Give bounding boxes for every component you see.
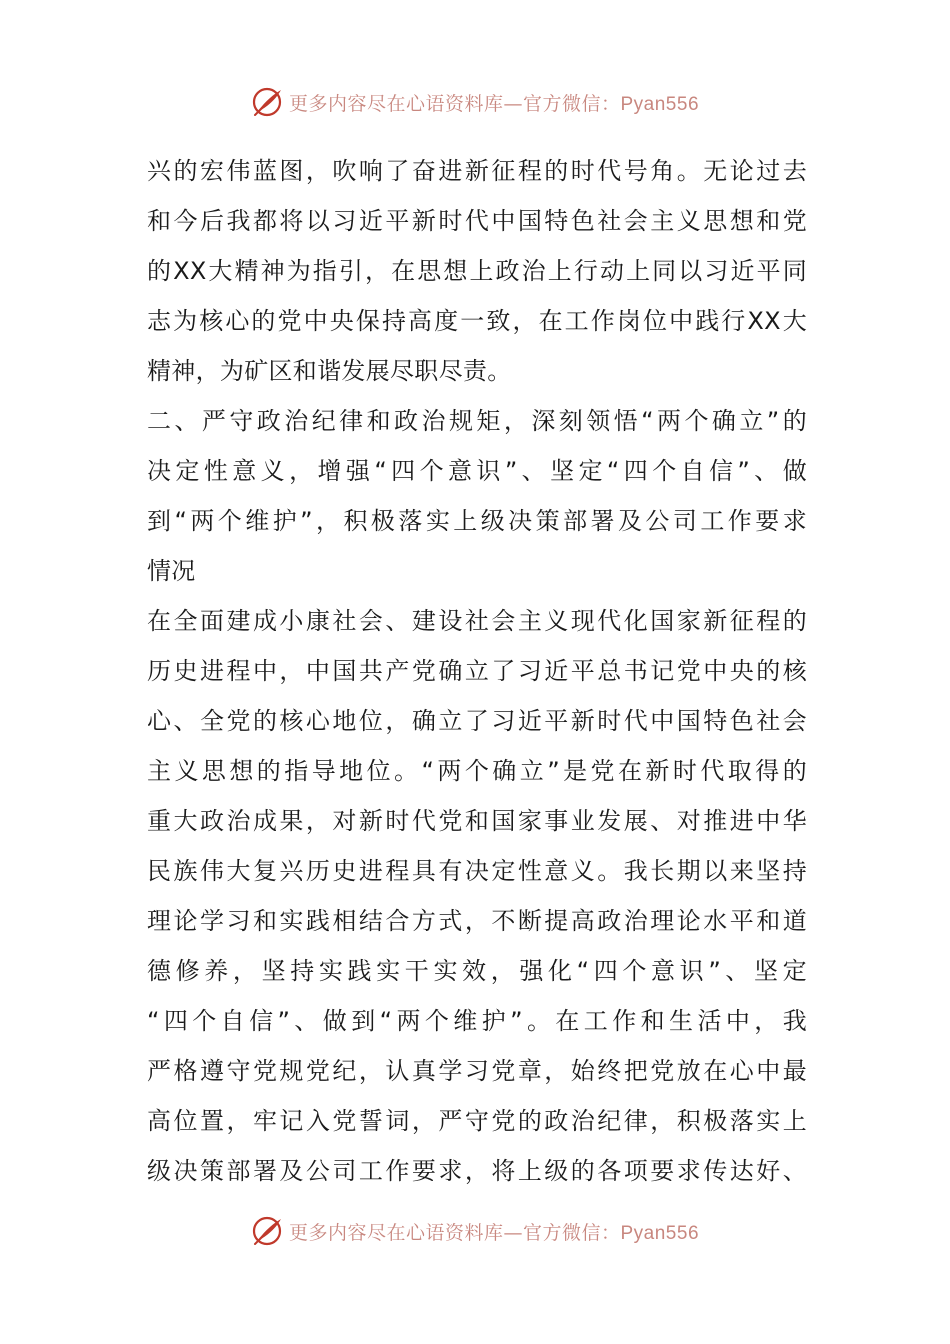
section-heading-line: 到“两个维护”，积极落实上级决策部署及公司工作要求	[147, 507, 807, 535]
section-heading-line: 决定性意义，增强“四个意识”、坚定“四个自信”、做	[147, 457, 807, 485]
document-body	[147, 146, 807, 1196]
text-line: 德修养，坚持实践实干实效，强化“四个意识”、坚定	[147, 957, 807, 985]
quill-pen-logo-icon	[251, 1214, 285, 1248]
text-line: 兴的宏伟蓝图，吹响了奋进新征程的时代号角。无论过去	[147, 157, 807, 185]
text-line: 志为核心的党中央保持高度一致，在工作岗位中践行XX大	[147, 307, 807, 335]
quill-pen-logo-icon	[251, 85, 285, 119]
header-banner	[0, 82, 950, 122]
header-wechat-id: Pyan556	[620, 93, 700, 115]
text-line: 在全面建成小康社会、建设社会主义现代化国家新征程的	[147, 607, 807, 635]
text-line: 心、全党的核心地位，确立了习近平新时代中国特色社会	[147, 707, 807, 735]
text-line: 精神，为矿区和谐发展尽职尽责。	[147, 357, 512, 385]
header-banner-text: 更多内容尽在心语资料库—官方微信：Pyan556	[288, 92, 700, 115]
text-line: 主义思想的指导地位。“两个确立”是党在新时代取得的	[147, 757, 807, 785]
section-heading-line: 二、严守政治纪律和政治规矩，深刻领悟“两个确立”的	[147, 407, 807, 435]
text-line: 高位置，牢记入党誓词，严守党的政治纪律，积极落实上	[147, 1107, 807, 1135]
footer-wechat-id: Pyan556	[620, 1222, 700, 1244]
text-line: 重大政治成果，对新时代党和国家事业发展、对推进中华	[147, 807, 807, 835]
footer-banner	[0, 1211, 950, 1251]
text-line: 严格遵守党规党纪，认真学习党章，始终把党放在心中最	[147, 1057, 807, 1085]
text-line: 民族伟大复兴历史进程具有决定性意义。我长期以来坚持	[147, 857, 807, 885]
text-line: 历史进程中，中国共产党确立了习近平总书记党中央的核	[147, 657, 807, 685]
text-line: 级决策部署及公司工作要求，将上级的各项要求传达好、	[147, 1157, 807, 1185]
section-heading-line: 情况	[147, 557, 196, 585]
text-line: 理论学习和实践相结合方式，不断提高政治理论水平和道	[147, 907, 807, 935]
text-line: “四个自信”、做到“两个维护”。在工作和生活中，我	[147, 1007, 807, 1035]
text-line: 的XX大精神为指引，在思想上政治上行动上同以习近平同	[147, 257, 807, 285]
footer-banner-text: 更多内容尽在心语资料库—官方微信：Pyan556	[288, 1221, 700, 1244]
text-line: 和今后我都将以习近平新时代中国特色社会主义思想和党	[147, 207, 807, 235]
